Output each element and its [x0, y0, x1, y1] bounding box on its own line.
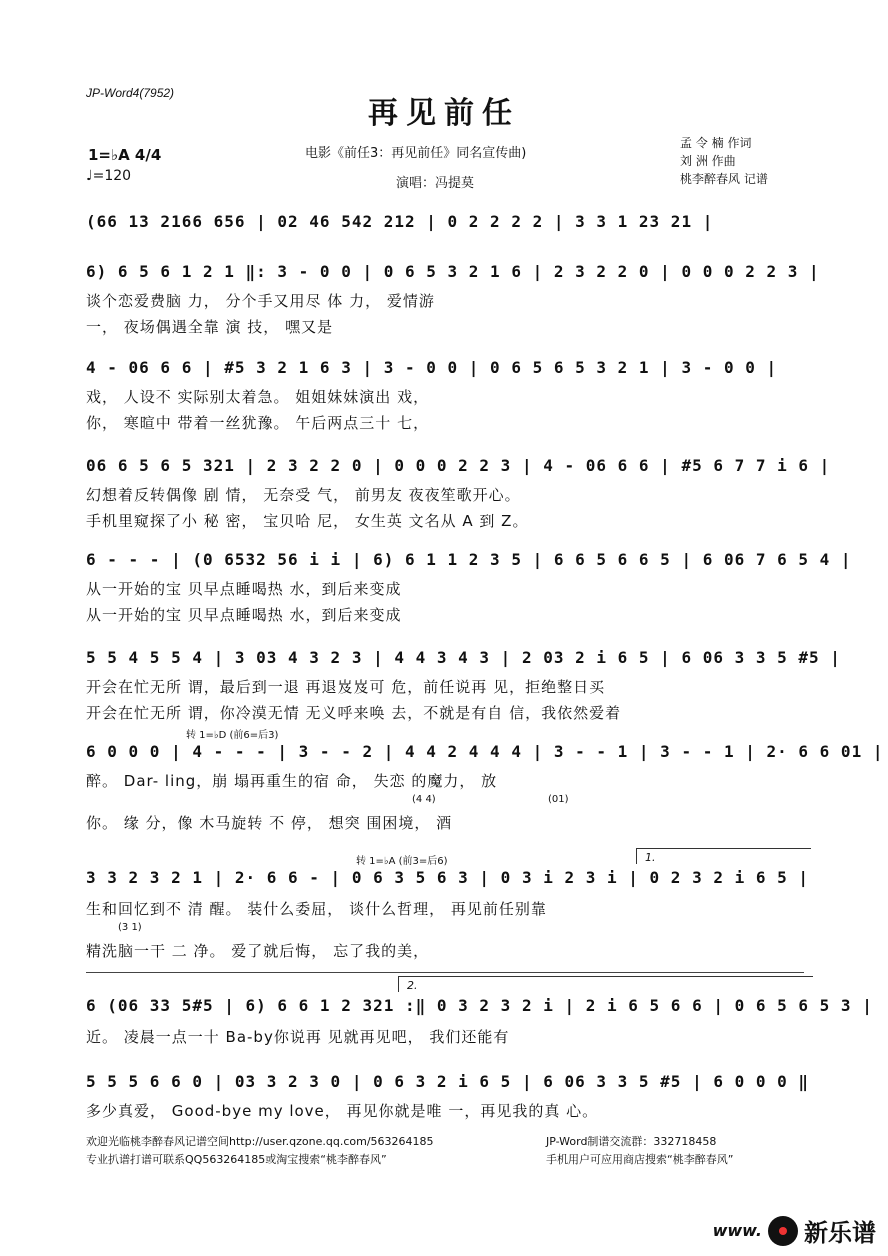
lyric-line-9a: 近。 凌晨一点一十 Ba-by你说再 见就再见吧， 我们还能有 — [86, 1028, 510, 1046]
score-line-9: 6 (06 33 5#5 | 6) 6 6 1 2 321 :‖ 0 3 2 3 2 i | 2 i 6 5 6 6 | 0 6 5 6 5 3 | — [86, 996, 873, 1015]
score-line-3: 4 - 06 6 6 | #5 3 2 1 6 3 | 3 - 0 0 | 0 6 5 6 5 3 2 1 | 3 - 0 0 | — [86, 358, 778, 377]
transcriber: 桃李醉春风 记谱 — [680, 172, 768, 186]
score-line-2: 6) 6 5 6 1 2 1 ‖: 3 - 0 0 | 0 6 5 3 2 1 6 | 2 3 2 2 0 | 0 0 0 2 2 3 | — [86, 262, 820, 281]
lyric-line-3a: 戏， 人设不 实际别太着急。 姐姐妹妹演出 戏， — [86, 388, 430, 406]
tempo-marking: ♩=120 — [86, 168, 132, 184]
subtitle: 电影《前任3：再见前任》同名宣传曲) — [305, 146, 527, 161]
lyric-line-2a: 谈个恋爱费脑 力， 分个手又用尽 体 力， 爱情游 — [86, 292, 435, 310]
score-line-4: 06 6 5 6 5 321 | 2 3 2 2 0 | 0 0 0 2 2 3 | 4 - 06 6 6 | #5 6 7 7 i 6 | — [86, 456, 831, 475]
second-ending: 2. — [398, 976, 813, 992]
logo-brand: 新乐谱 — [804, 1219, 876, 1247]
score-line-7: 6 0 0 0 | 4 - - - | 3 - - 2 | 4 4 2 4 4 4 | 3 - - 1 | 3 - - 1 | 2· 6 6 01 | — [86, 742, 884, 761]
singer: 演唱：冯提莫 — [396, 176, 475, 191]
lyric-line-8a: 生和回忆到不 清 醒。 装什么委屈， 谈什么哲理， 再见前任别靠 — [86, 900, 547, 918]
lyric-line-3b: 你， 寒暄中 带着一丝犹豫。 午后两点三十 七， — [86, 414, 430, 432]
first-ending: 1. — [636, 848, 811, 864]
score-line-8: 3 3 2 3 2 1 | 2· 6 6 - | 0 6 3 5 6 3 | 0 3 i 2 3 i | 0 2 3 2 i 6 5 | — [86, 868, 810, 887]
lyric-line-10a: 多少真爱， Good-bye my love， 再见你就是唯 一，再见我的真 心。 — [86, 1102, 599, 1120]
app-tag: JP-Word4(7952) — [86, 86, 175, 100]
lyric-line-4b: 手机里窥探了小 秘 密， 宝贝哈 尼， 女生英 文名从 A 到 Z。 — [86, 512, 529, 530]
modulation-mark-1: 转 1=♭D (前6=后3) — [186, 730, 279, 741]
score-line-1: (66 13 2166 656 | 02 46 542 212 | 0 2 2 2 2 | 3 3 1 23 21 | — [86, 212, 714, 231]
lyric-line-4a: 幻想着反转偶像 剧 情， 无奈受 气， 前男友 夜夜笙歌开心。 — [86, 486, 521, 504]
record-disc-icon — [768, 1216, 798, 1246]
footer-line2-right: 手机用户可应用商店搜索“桃李醉春风” — [546, 1153, 734, 1166]
lyric-line-7a: 醉。 Dar- ling，崩 塌再重生的宿 命， 失恋 的魔力， 放 — [86, 772, 498, 790]
lyric-line-6b: 开会在忙无所 谓，你冷漠无情 无义呼来唤 去，不就是有自 信，我依然爱着 — [86, 704, 622, 722]
score-line-10: 5 5 5 6 6 0 | 03 3 2 3 0 | 0 6 3 2 i 6 5 | 6 06 3 3 5 #5 | 6 0 0 0 ‖ — [86, 1072, 810, 1091]
modulation-mark-2: 转 1=♭A (前3=后6) — [356, 856, 448, 867]
site-logo — [713, 1213, 876, 1248]
footer-line1-left: 欢迎光临桃李醉春风记谱空间http://user.qzone.qq.com/563264185 — [86, 1135, 434, 1148]
divider-line — [86, 972, 804, 973]
alt-note-2: (01) — [548, 794, 569, 805]
logo-www: www. — [712, 1221, 762, 1240]
score-line-5: 6 - - - | (0 6532 56 i i | 6) 6 1 1 2 3 5 | 6 6 5 6 6 5 | 6 06 7 6 5 4 | — [86, 550, 852, 569]
lyric-line-5b: 从一开始的宝 贝早点睡喝热 水，到后来变成 — [86, 606, 402, 624]
footer-line2-left: 专业扒谱打谱可联系QQ563264185或淘宝搜索“桃李醉春风” — [86, 1153, 387, 1166]
page-title: 再见前任 — [368, 96, 520, 131]
lyric-line-7b: 你。 缘 分，像 木马旋转 不 停， 想突 围困境， 酒 — [86, 814, 453, 832]
lyric-line-2b: 一， 夜场偶遇全靠 演 技， 嘿又是 — [86, 318, 334, 336]
credits — [680, 134, 768, 188]
lyric-line-8b: 精洗脑一干 二 净。 爱了就后悔， 忘了我的美， — [86, 942, 430, 960]
composer: 刘 洲 作曲 — [680, 154, 736, 168]
alt-note-3: (3 1) — [118, 922, 142, 933]
key-signature: 1=♭A 4/4 — [88, 146, 162, 164]
alt-note-1: (4 4) — [412, 794, 436, 805]
score-line-6: 5 5 4 5 5 4 | 3 03 4 3 2 3 | 4 4 3 4 3 | 2 03 2 i 6 5 | 6 06 3 3 5 #5 | — [86, 648, 841, 667]
footer-line1-right: JP-Word制谱交流群：332718458 — [546, 1135, 717, 1148]
lyric-line-5a: 从一开始的宝 贝早点睡喝热 水，到后来变成 — [86, 580, 402, 598]
lyric-line-6a: 开会在忙无所 谓，最后到一退 再退岌岌可 危，前任说再 见，拒绝整日买 — [86, 678, 606, 696]
lyricist: 孟 令 楠 作词 — [680, 136, 752, 150]
